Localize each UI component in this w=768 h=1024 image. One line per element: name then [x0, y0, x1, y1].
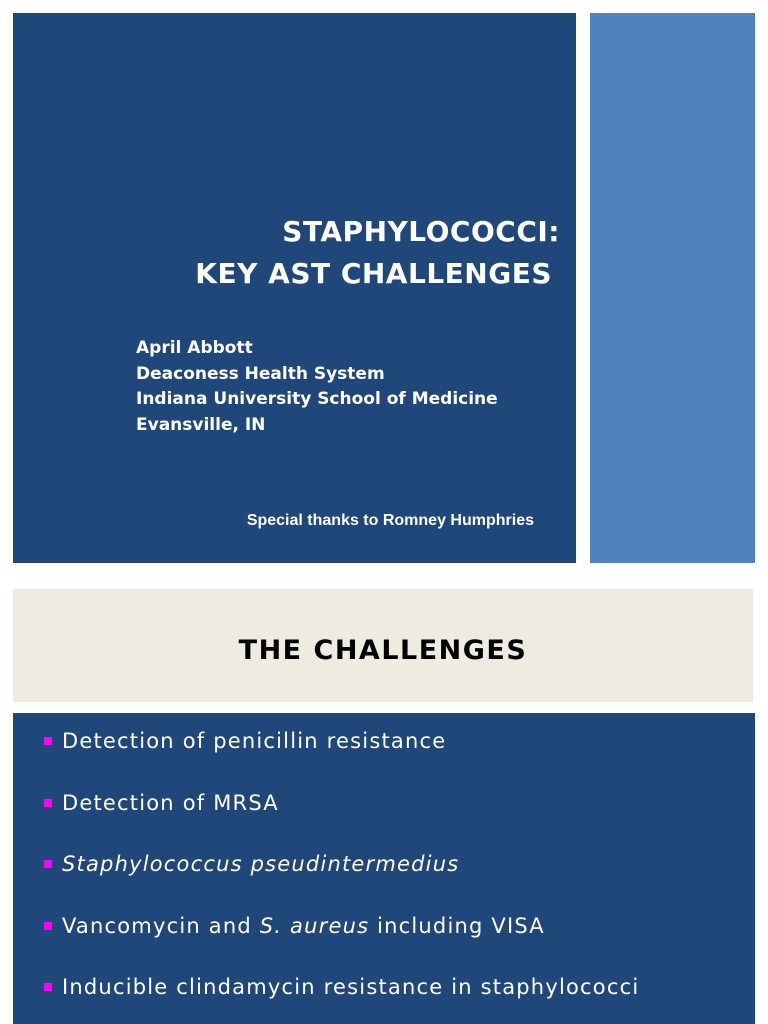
title-slide-panel	[13, 13, 576, 563]
accent-bar	[590, 13, 755, 563]
bullet-text	[46, 727, 446, 755]
bullet-text-part: Staphylococcus pseudintermedius	[62, 852, 460, 876]
bullet-text-part: including VISA	[369, 913, 545, 938]
bullet-item	[46, 973, 639, 1024]
bullet-text	[46, 912, 545, 940]
author-affiliation-1: Deaconess Health System	[136, 363, 385, 384]
bullet-item	[46, 912, 639, 974]
square-bullet-icon	[44, 983, 52, 991]
bullet-text	[46, 850, 459, 878]
bullet-text-part: Detection of MRSA	[62, 790, 279, 815]
bullet-text-part: Detection of penicillin resistance	[62, 729, 447, 753]
bullet-text	[46, 973, 639, 1001]
square-bullet-icon	[44, 860, 52, 868]
bullet-list	[46, 727, 639, 1024]
square-bullet-icon	[44, 922, 52, 930]
slide-title-line-2: KEY AST CHALLENGES	[195, 257, 552, 290]
square-bullet-icon	[44, 799, 52, 807]
slide-title-line-1: STAPHYLOCOCCI:	[282, 215, 560, 248]
slide-title	[195, 211, 560, 295]
bullet-text-part: S. aureus	[259, 913, 370, 938]
bullet-item	[46, 727, 639, 789]
author-name: April Abbott	[136, 338, 253, 358]
bullet-text-part: Vancomycin and	[62, 913, 260, 938]
author-block	[136, 336, 498, 438]
challenges-title: THE CHALLENGES	[238, 635, 528, 666]
bullet-text-part: Inducible clindamycin resistance in staphylococci	[62, 975, 640, 999]
author-affiliation-2: Indiana University School of Medicine	[136, 389, 498, 409]
challenges-body	[13, 713, 755, 1024]
acknowledgement: Special thanks to Romney Humphries	[246, 512, 534, 529]
square-bullet-icon	[44, 737, 52, 745]
bullet-item	[46, 850, 639, 912]
bullet-text	[46, 789, 279, 817]
challenges-header	[13, 589, 753, 702]
author-location: Evansville, IN	[136, 414, 266, 435]
bullet-item	[46, 789, 639, 851]
